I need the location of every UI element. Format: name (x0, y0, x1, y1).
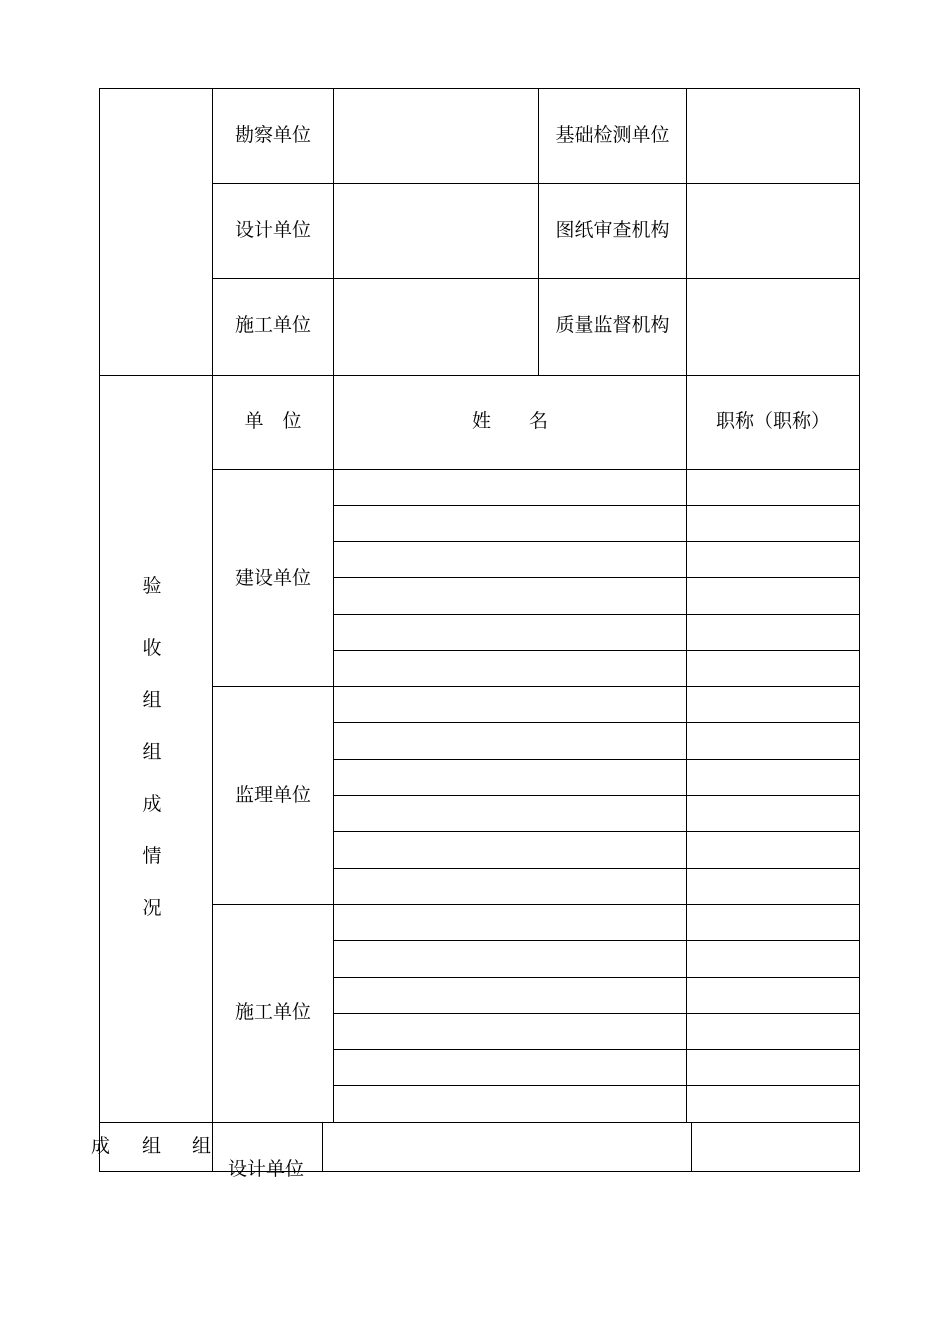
g3-row-line (333, 940, 860, 941)
s1-col-d (686, 88, 687, 375)
group-label-supervision: 监理单位 (234, 784, 311, 806)
side-label-char: 成 (142, 793, 162, 815)
header-title: 职称（职称） (715, 410, 830, 432)
s1-row-line-1 (212, 183, 860, 184)
side-label-char: 验 (142, 575, 162, 597)
bottom-col-b (322, 1122, 323, 1172)
bottom-left-char: 成 (91, 1135, 111, 1157)
g2-row-line (333, 759, 860, 760)
group-label-construction-owner: 建设单位 (234, 567, 311, 589)
bottom-left-char: 组 (142, 1135, 162, 1157)
g2-row-line (333, 831, 860, 832)
side-label-char: 收 (142, 637, 162, 659)
s2-bottom-line (99, 1122, 860, 1123)
s2-col-b (333, 375, 334, 1122)
g1-row-line (333, 614, 860, 615)
g1-row-line (333, 650, 860, 651)
frame-right (859, 88, 860, 1172)
side-label-char: 况 (142, 897, 162, 919)
g3-row-line (333, 977, 860, 978)
bottom-design-unit-label: 设计单位 (228, 1158, 305, 1180)
bottom-col-a (212, 1122, 213, 1172)
g3-row-line (333, 1085, 860, 1086)
s1-col-b (333, 88, 334, 375)
group-label-contractor: 施工单位 (234, 1001, 311, 1023)
header-name: 姓 名 (471, 410, 548, 432)
g1-row-line (333, 541, 860, 542)
s1-bottom-line (99, 375, 860, 376)
s2-header-bottom (212, 469, 860, 470)
g1-row-line (333, 505, 860, 506)
group-sep-1 (212, 686, 860, 687)
group-sep-2 (212, 904, 860, 905)
g3-row-line (333, 1013, 860, 1014)
g1-row-line (333, 577, 860, 578)
s1-row-line-2 (212, 278, 860, 279)
header-unit: 单 位 (244, 410, 302, 432)
design-unit-label: 设计单位 (234, 219, 311, 241)
side-label-char: 组 (142, 741, 162, 763)
side-label-char: 情 (142, 845, 162, 867)
survey-unit-label: 勘察单位 (234, 124, 311, 146)
g3-row-line (333, 1049, 860, 1050)
quality-supervision-agency-label: 质量监督机构 (555, 314, 670, 336)
drawing-review-agency-label: 图纸审查机构 (555, 219, 670, 241)
construction-unit-label: 施工单位 (234, 314, 311, 336)
foundation-test-unit-label: 基础检测单位 (555, 124, 670, 146)
frame-left (99, 88, 100, 1172)
frame-top (99, 88, 860, 89)
g2-row-line (333, 722, 860, 723)
bottom-line (99, 1171, 860, 1172)
side-label-char: 组 (142, 689, 162, 711)
g2-row-line (333, 868, 860, 869)
bottom-col-c (691, 1122, 692, 1172)
s2-col-c (686, 375, 687, 1122)
g2-row-line (333, 795, 860, 796)
bottom-left-char: 组 (192, 1135, 212, 1157)
